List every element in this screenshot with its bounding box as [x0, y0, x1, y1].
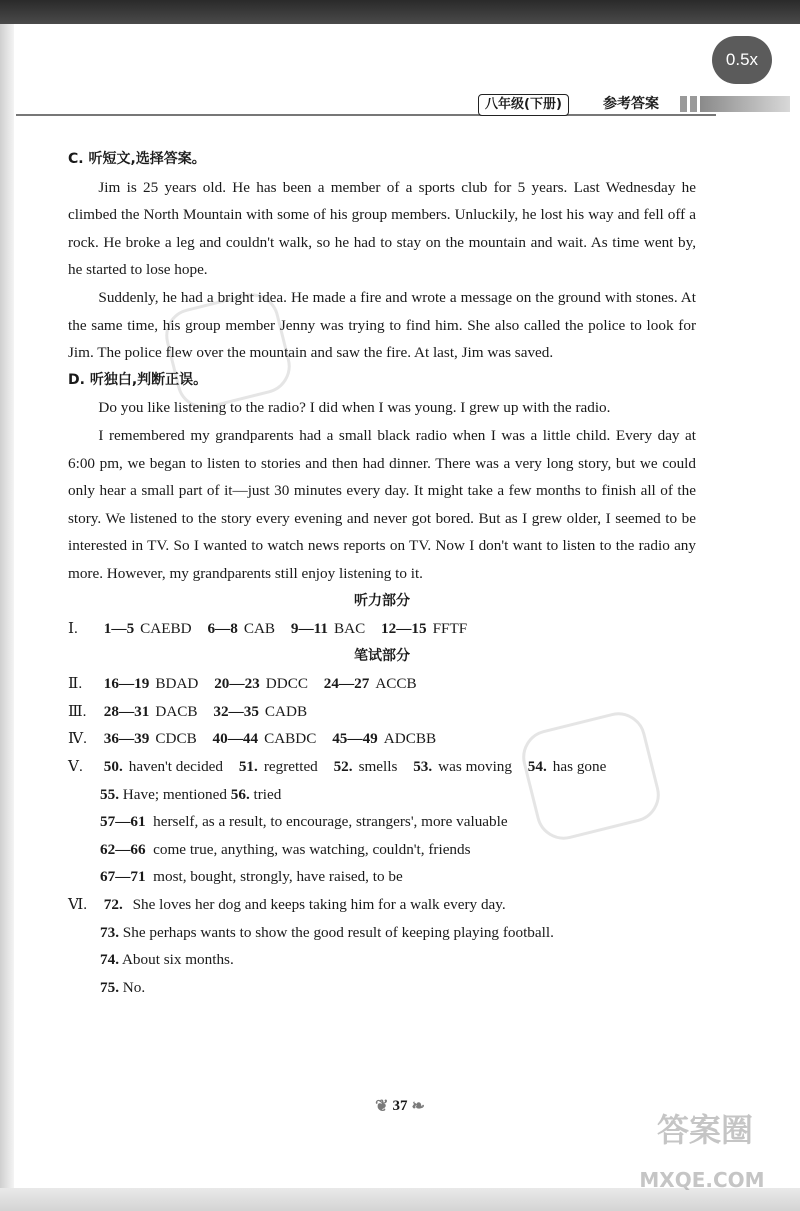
item-number: 55.: [100, 785, 119, 803]
item-answer: has gone: [552, 758, 607, 776]
header-rule: [16, 114, 716, 116]
item-answer: haven't decided: [128, 758, 224, 776]
answer-value: DACB: [155, 702, 198, 720]
roman-numeral: Ⅰ.: [68, 620, 78, 638]
answer-range: 62—66: [100, 840, 146, 858]
answer-row-13: [68, 974, 696, 1002]
item-answer: regretted: [263, 758, 318, 776]
answer-range: 24—27: [323, 675, 370, 693]
answer-range: 45—49: [332, 730, 378, 748]
section-c-paragraph-2: Suddenly, he had a bright idea. He made a fire and wrote a message on the ground with stones. At the same time, his group member Jenny was trying to find him. She also called the police to look for Jim. The police flew over the mountain and saw the fire. At last, Jim was saved.: [68, 288, 696, 362]
answer-value: ACCB: [375, 675, 417, 693]
item-answer: She loves her dog and keeps taking him for a walk every day.: [132, 896, 506, 914]
writing-part-title: 笔试部分: [354, 647, 410, 664]
section-d-title: D. 听独白,判断正误。: [68, 371, 208, 388]
section-d-paragraph-1: Do you like listening to the radio? I did when I was young. I grew up with the radio.: [98, 399, 611, 417]
answer-range: 40—44: [212, 730, 259, 748]
playback-speed-label: 0.5x: [725, 50, 759, 69]
answer-range: 57—61: [100, 813, 146, 831]
answer-range: 36—39: [103, 730, 150, 748]
roman-numeral: Ⅱ.: [68, 675, 83, 693]
answer-row-12: [68, 946, 696, 974]
page-header: [0, 94, 800, 116]
answer-row-10: [68, 891, 696, 919]
item-answer: tried: [253, 785, 282, 803]
answer-row-6: [68, 781, 696, 809]
answer-value: CAEBD: [140, 620, 192, 638]
answer-value: DDCC: [265, 675, 308, 693]
item-number: 50.: [103, 758, 123, 776]
roman-numeral: Ⅵ.: [68, 896, 88, 914]
answer-row-8: [68, 836, 696, 864]
answer-range: 67—71: [100, 868, 146, 886]
item-answer: herself, as a result, to encourage, strangers', more valuable: [153, 813, 508, 831]
section-c-title: C. 听短文,选择答案。: [68, 151, 206, 167]
listening-part-title: 听力部分: [354, 592, 410, 609]
answer-row-5: [68, 753, 696, 781]
answer-value: CABDC: [264, 730, 317, 748]
answer-value: BAC: [334, 620, 366, 638]
item-number: 53.: [413, 758, 433, 776]
page-edge: [0, 24, 14, 1194]
roman-numeral: Ⅴ.: [68, 758, 83, 776]
answer-value: CADB: [264, 702, 308, 720]
item-answer: Have; mentioned: [122, 785, 227, 803]
roman-numeral: Ⅲ.: [68, 702, 87, 720]
answer-range: 1—5: [103, 620, 135, 638]
answer-section-label: 参考答案: [603, 96, 659, 112]
item-number: 52.: [333, 758, 353, 776]
answer-range: 20—23: [214, 675, 260, 693]
roman-numeral: Ⅳ.: [68, 730, 87, 748]
answer-range: 16—19: [103, 675, 150, 693]
answer-row-3: [68, 698, 696, 726]
document-body: [68, 146, 696, 1001]
item-number: 56.: [230, 785, 250, 803]
section-d-paragraph-2: I remembered my grandparents had a small black radio when I was a little child. Every day at 6:00 pm, we began to listen to stories and then had dinner. There was a very long story, but we could only hear a small part of it—just 30 minutes every day. It might take a few months to finish all of the story. We listened to the story every evening and never got bored. But as I grew older, I seemed to be interested in TV. So I wanted to watch news reports on TV. Now I don't want to listen to the radio any more. However, my grandparents still enjoy listening to it.: [68, 426, 696, 582]
item-number: 74.: [100, 951, 119, 969]
header-decoration: [680, 96, 790, 112]
answer-value: ADCBB: [383, 730, 437, 748]
answer-row-1: [68, 615, 696, 643]
top-dark-bar: [0, 0, 800, 24]
item-answer: most, bought, strongly, have raised, to be: [153, 868, 403, 886]
section-c-paragraph-1: Jim is 25 years old. He has been a member of a sports club for 5 years. Last Wednesday he climbed the North Mountain with some of his group members. Unluckily, he lost his way and fell off a rock. He broke a leg and couldn't walk, so he had to stay on the mountain and wait. As time went by, he started to lose hope.: [68, 178, 696, 279]
answer-range: 32—35: [213, 702, 259, 720]
answer-range: 9—11: [290, 620, 328, 638]
answer-value: FFTF: [432, 620, 468, 638]
item-answer: was moving: [438, 758, 512, 776]
item-answer: She perhaps wants to show the good result of keeping playing football.: [122, 923, 554, 941]
answer-row-2: [68, 670, 696, 698]
item-number: 54.: [527, 758, 547, 776]
answer-row-7: [68, 808, 696, 836]
answer-range: 28—31: [103, 702, 150, 720]
leaf-icon: ❦: [375, 1098, 389, 1115]
item-number: 73.: [100, 923, 119, 941]
item-answer: About six months.: [121, 951, 234, 969]
answer-value: CAB: [243, 620, 276, 638]
item-answer: come true, anything, was watching, couldn't, friends: [153, 840, 471, 858]
answer-range: 6—8: [207, 620, 238, 638]
answer-row-9: [68, 863, 696, 891]
item-number: 75.: [100, 978, 119, 996]
watermark-brand: 答案圈: [656, 1111, 753, 1149]
item-answer: No.: [122, 978, 146, 996]
watermark-url: MXQE.COM: [639, 1168, 765, 1192]
grade-label: 八年级(下册): [478, 94, 569, 116]
answer-range: 12—15: [381, 620, 427, 638]
page-number: 37: [392, 1097, 408, 1114]
item-number: 72.: [103, 896, 123, 914]
answer-row-4: [68, 725, 696, 753]
item-answer: smells: [358, 758, 398, 776]
playback-speed-button[interactable]: [712, 36, 772, 84]
answer-row-11: [68, 919, 696, 947]
answer-value: CDCB: [155, 730, 197, 748]
answer-value: BDAD: [155, 675, 199, 693]
item-number: 51.: [238, 758, 258, 776]
leaf-icon: ❧: [411, 1098, 425, 1115]
